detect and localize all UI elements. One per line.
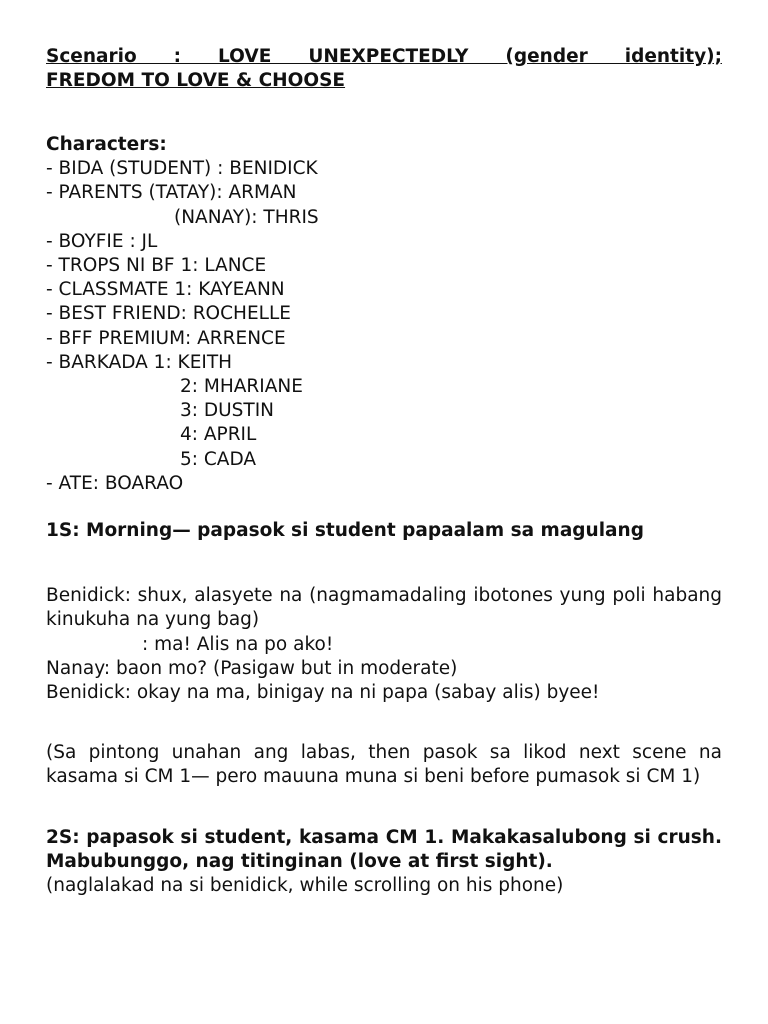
title-line-2: FREDOM TO LOVE & CHOOSE xyxy=(46,70,346,91)
document-title xyxy=(46,45,722,93)
character-line: 2: MHARIANE xyxy=(180,376,303,398)
characters-heading: Characters: xyxy=(46,134,167,155)
character-line: - BARKADA 1: KEITH xyxy=(46,351,233,373)
character-line: (NANAY): THRIS xyxy=(174,206,319,228)
character-line: - TROPS NI BF 1: LANCE xyxy=(46,255,267,277)
character-line: 5: CADA xyxy=(180,448,257,470)
scene-2-stage-note: (naglalakad na si benidick, while scrolling on his phone) xyxy=(46,875,564,897)
dialogue-line: Benidick: shux, alasyete na (nagmamadaling ibotones yung poli habang kinukuha na yung bag) xyxy=(46,585,722,631)
scene-1-stage-note: (Sa pintong unahan ang labas, then pasok sa likod next scene na kasama si CM 1— pero mauuna muna si beni before pumasok si CM 1) xyxy=(46,742,722,788)
character-line: - BFF PREMIUM: ARRENCE xyxy=(46,327,286,349)
scene-2-heading: 2S: papasok si student, kasama CM 1. Makakasalubong si crush. Mabubunggo, nag titinginan (love at first sight). xyxy=(46,826,722,872)
character-line: - PARENTS (TATAY): ARMAN xyxy=(46,182,297,204)
character-line: - CLASSMATE 1: KAYEANN xyxy=(46,279,285,301)
character-line: - BOYFIE : JL xyxy=(46,230,158,252)
scene-1-dialogue xyxy=(46,584,722,705)
character-line: 3: DUSTIN xyxy=(180,400,275,422)
character-line: - BEST FRIEND: ROCHELLE xyxy=(46,303,291,325)
character-line: - BIDA (STUDENT) : BENIDICK xyxy=(46,158,318,180)
title-line-1: Scenario : LOVE UNEXPECTEDLY (gender identity); xyxy=(46,46,722,67)
dialogue-line: Benidick: okay na ma, binigay na ni papa (sabay alis) byee! xyxy=(46,682,600,704)
document-page xyxy=(46,45,722,898)
characters-section xyxy=(46,133,722,496)
character-line: 4: APRIL xyxy=(180,424,257,446)
dialogue-line: Nanay: baon mo? (Pasigaw but in moderate) xyxy=(46,657,458,679)
character-line: - ATE: BOARAO xyxy=(46,472,184,494)
dialogue-line: : ma! Alis na po ako! xyxy=(142,633,334,655)
scene-1-heading: 1S: Morning— papasok si student papaalam sa magulang xyxy=(46,520,644,542)
